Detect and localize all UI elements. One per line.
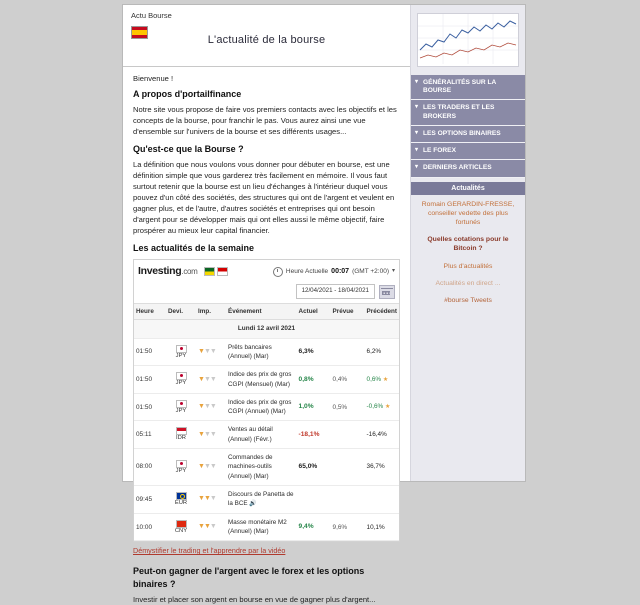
- cell-time: 01:50: [134, 338, 166, 366]
- cell-previous: [365, 513, 399, 541]
- chevron-down-icon[interactable]: ▾: [391, 268, 395, 275]
- site-label: Actu Bourse: [131, 11, 172, 20]
- flag-icon-jpy: [176, 345, 187, 353]
- economic-calendar-table: [134, 303, 399, 541]
- previous-value: 36,7%: [366, 463, 385, 471]
- video-link[interactable]: Démystifier le trading et l'apprendre par la vidéo: [133, 546, 286, 556]
- cell-currency: [166, 449, 196, 486]
- cell-importance: [196, 513, 226, 541]
- cell-importance: [196, 338, 226, 366]
- article-paragraph-3: Investir et placer son argent en bourse en vue de gagner plus d'argent...: [133, 595, 376, 605]
- article-heading-2: Qu'est-ce que la Bourse ?: [133, 144, 244, 155]
- bull-icon: ▼: [198, 523, 204, 531]
- current-time-block[interactable]: [273, 267, 395, 277]
- previous-value: 0,6%: [366, 375, 382, 383]
- table-row[interactable]: [134, 366, 399, 394]
- currency-code: JPY: [175, 407, 187, 414]
- cell-actual: [297, 393, 331, 421]
- cell-forecast: [331, 449, 365, 486]
- actual-value: 0,8%: [298, 375, 314, 383]
- cell-event[interactable]: [226, 338, 297, 366]
- chart-svg: [418, 14, 518, 64]
- event-label: Indice des prix de gros CGPI (Mensuel) (Mar): [228, 371, 292, 388]
- bull-icon: ▼: [209, 347, 216, 355]
- table-row[interactable]: [134, 449, 399, 486]
- page-title: L'actualité de la bourse: [207, 34, 326, 46]
- event-label: Indice des prix de gros CGPI (Annuel) (Mar): [228, 398, 292, 416]
- table-row[interactable]: [134, 338, 399, 366]
- table-row[interactable]: [134, 485, 399, 513]
- actual-value: 65,0%: [298, 463, 318, 471]
- cell-previous: [365, 449, 399, 486]
- table-header-row: [134, 304, 399, 320]
- news-link-tweets[interactable]: #bourse Tweets: [444, 296, 492, 304]
- widget-header: [134, 260, 399, 282]
- sidebar-item-forex[interactable]: ▾ LE FOREX: [411, 143, 525, 160]
- flag-icon-red: [217, 267, 228, 276]
- bull-icon: ▼: [209, 462, 216, 470]
- actual-value: -18,1%: [298, 430, 320, 438]
- currency-code: JPY: [175, 352, 187, 359]
- col-heure: Heure: [134, 304, 166, 320]
- welcome-text: Bienvenue !: [133, 74, 174, 83]
- event-label: Ventes au détail (Annuel) (Févr.): [228, 426, 273, 443]
- cell-time: 09:45: [134, 485, 166, 513]
- cell-actual: [297, 449, 331, 486]
- table-row[interactable]: [134, 393, 399, 421]
- cell-previous: [365, 393, 399, 421]
- article-paragraph-1: Notre site vous propose de faire vos premiers contacts avec les objectifs et les concepts de la bourse, pour franchir le pas. Vous aurez ainsi une vue d'ensemble sur l'univers de la bourse et ses différents usages...: [133, 105, 397, 137]
- bull-icon: ▼: [209, 403, 216, 411]
- widget-toolbar: [134, 282, 399, 303]
- currency-code: JPY: [175, 467, 187, 474]
- article-heading-1: A propos d'portailfinance: [133, 89, 242, 99]
- spanish-flag-icon: [131, 26, 148, 39]
- previous-value: 10,1%: [366, 523, 385, 531]
- currency-code: JPY: [175, 380, 187, 387]
- bull-icon: ▼: [203, 495, 210, 503]
- cell-forecast: [331, 421, 365, 449]
- cell-previous: [365, 421, 399, 449]
- date-range-input[interactable]: 12/04/2021 - 18/04/2021: [296, 284, 375, 299]
- flag-icon-cny: [176, 520, 187, 528]
- bull-icon: ▼: [198, 347, 204, 355]
- bull-icon: ▼: [203, 523, 210, 531]
- event-label: Prêts bancaires (Annuel) (Mar): [228, 343, 272, 361]
- investing-logo[interactable]: Investing.com: [138, 265, 198, 278]
- news-link-1[interactable]: Romain GERARDIN-FRESSE, conseiller vedette des plus fortunés: [421, 200, 515, 226]
- sidebar-item-generalites[interactable]: ▾ GÉNÉRALITÉS SUR LA BOURSE: [411, 75, 525, 100]
- cell-forecast: 0,5%: [331, 393, 365, 421]
- cell-importance: [196, 421, 226, 449]
- bull-icon: ▼: [198, 462, 204, 470]
- bull-icon: ▼: [209, 495, 216, 503]
- article-heading-4: Peut-on gagner de l'argent avec le forex et les options binaires ?: [133, 565, 365, 589]
- cell-event[interactable]: [226, 421, 297, 449]
- currency-code: CNY: [174, 527, 188, 534]
- currency-code: IDR: [176, 435, 186, 442]
- previous-value: -16,4%: [366, 431, 387, 439]
- col-actuel: Actuel: [297, 304, 331, 320]
- cell-time: 05:11: [134, 421, 166, 449]
- bull-icon: ▼: [209, 430, 216, 438]
- cell-actual: [297, 513, 331, 541]
- currency-code: EUR: [174, 499, 188, 506]
- cell-actual: [297, 366, 331, 394]
- flag-icon-jpy: [176, 400, 187, 408]
- bull-icon: ▼: [203, 462, 210, 470]
- event-label: Masse monétaire M2 (Annuel) (Mar): [228, 518, 287, 536]
- cell-actual: [297, 338, 331, 366]
- cell-currency: [166, 393, 196, 421]
- bull-icon: ▼: [198, 495, 204, 503]
- cell-event[interactable]: [226, 366, 297, 394]
- calendar-icon[interactable]: [379, 285, 395, 299]
- sidebar-news-header: Actualités: [411, 182, 525, 195]
- clock-icon: [273, 267, 283, 277]
- cell-event[interactable]: [226, 449, 297, 486]
- news-link-live[interactable]: Actualités en direct ...: [435, 279, 501, 287]
- cell-currency: [166, 338, 196, 366]
- clock-time: 00:07: [331, 267, 350, 275]
- day-separator-label: Lundi 12 avril 2021: [134, 320, 399, 338]
- bull-icon: ▼: [198, 430, 204, 438]
- cell-forecast: [331, 485, 365, 513]
- col-precedent: Précédent: [365, 304, 399, 320]
- cell-previous: [365, 485, 399, 513]
- cell-event[interactable]: [226, 513, 297, 541]
- cell-previous: [365, 366, 399, 394]
- cell-actual: [297, 421, 331, 449]
- economic-calendar-widget: [133, 259, 400, 542]
- bull-icon: ▼: [209, 375, 216, 383]
- bull-icon: ▼: [198, 375, 204, 383]
- col-evenement: Événement: [226, 304, 297, 320]
- cell-time: 01:50: [134, 393, 166, 421]
- sidebar-news-list: [411, 195, 525, 318]
- site-banner: [123, 22, 410, 62]
- star-icon: ★: [382, 376, 389, 383]
- star-icon: ★: [385, 404, 391, 411]
- cell-previous: [365, 338, 399, 366]
- flag-icon-idr: [176, 427, 187, 435]
- bull-icon: ▼: [209, 523, 216, 531]
- article-paragraph-2: La définition que nous voulons vous donner pour débuter en bourse, est une définition simple que vous garderez très facilement en mémoire. Il vous faut surtout retenir que la bourse est un lieu d'échanges à l'intérieur duquel vous pouvez d'un côté des sociétés, des structures qui ont de l'argent et veulent en gagner plus, et de l'autre, d'autres sociétés et entreprises qui ont besoin d'argent pour se développer mais qui ont elles aussi le même objectif, faire prospérer au mieux leur capital financier.: [133, 160, 395, 236]
- actual-value: 9,4%: [298, 523, 314, 531]
- col-prevue: Prévue: [331, 304, 365, 320]
- table-body: [134, 320, 399, 541]
- cell-event[interactable]: [226, 393, 297, 421]
- cell-importance: [196, 366, 226, 394]
- article-body: [123, 67, 410, 605]
- day-separator-row: [134, 320, 399, 338]
- market-chart-thumbnail[interactable]: [417, 13, 519, 67]
- cell-time: 10:00: [134, 513, 166, 541]
- cell-importance: [196, 393, 226, 421]
- cell-forecast: [331, 338, 365, 366]
- previous-value: -0,6%: [366, 403, 384, 411]
- main-column: [123, 5, 410, 605]
- flag-icon-jpy: [176, 372, 187, 380]
- bull-icon: ▼: [198, 403, 204, 411]
- cell-actual: [297, 485, 331, 513]
- browser-page: [122, 4, 526, 605]
- cell-currency: [166, 513, 196, 541]
- cell-importance: [196, 449, 226, 486]
- sidebar-item-traders-brokers[interactable]: ▾ LES TRADERS ET LES BROKERS: [411, 100, 525, 125]
- cell-event[interactable]: [226, 485, 297, 513]
- widget-flags: [204, 267, 228, 276]
- event-label: Commandes de machines-outils (Annuel) (Mar): [228, 454, 273, 480]
- sidebar-item-options-binaires[interactable]: ▾ LES OPTIONS BINAIRES: [411, 126, 525, 143]
- cell-currency: [166, 421, 196, 449]
- sidebar: [410, 5, 525, 481]
- news-link-2[interactable]: Quelles cotations pour le Bitcoin ?: [427, 236, 509, 253]
- cell-time: 08:00: [134, 449, 166, 486]
- flag-icon-eur: [176, 492, 187, 500]
- article-heading-3: Les actualités de la semaine: [133, 243, 255, 254]
- bull-icon: ▼: [203, 347, 210, 355]
- table-row[interactable]: [134, 513, 399, 541]
- bull-icon: ▼: [203, 375, 210, 383]
- sidebar-nav: [411, 75, 525, 178]
- clock-label: Heure Actuelle: [285, 268, 329, 276]
- cell-forecast: 9,6%: [331, 513, 365, 541]
- cell-currency: [166, 366, 196, 394]
- bull-icon: ▼: [203, 430, 210, 438]
- bull-icon: ▼: [203, 403, 210, 411]
- table-row[interactable]: [134, 421, 399, 449]
- clock-timezone: (GMT +2:00): [352, 268, 389, 276]
- cell-currency: [166, 485, 196, 513]
- actual-value: 6,3%: [298, 348, 314, 356]
- col-importance: Imp.: [196, 304, 226, 320]
- cell-time: 01:50: [134, 366, 166, 394]
- col-devise: Devi.: [166, 304, 196, 320]
- sidebar-item-derniers-articles[interactable]: ▾ DERNIERS ARTICLES: [411, 160, 525, 177]
- previous-value: 6,2%: [366, 348, 382, 356]
- flag-icon-jpy: [176, 460, 187, 468]
- cell-forecast: 0,4%: [331, 366, 365, 394]
- event-label: Discours de Panetta de la BCE 🔊: [228, 490, 294, 508]
- news-link-more[interactable]: Plus d'actualités: [443, 262, 493, 270]
- speaker-icon: 🔊: [249, 501, 257, 508]
- actual-value: 1,0%: [298, 403, 314, 411]
- cell-importance: [196, 485, 226, 513]
- flag-icon-green: [204, 267, 215, 276]
